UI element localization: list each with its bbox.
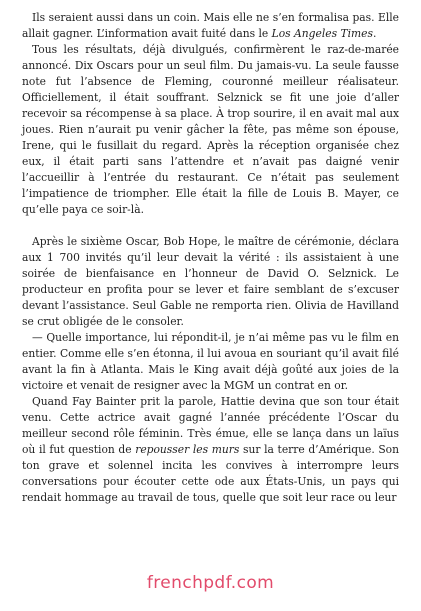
paragraph-5 bbox=[22, 394, 399, 506]
paragraph-5-text-a: Quand Fay Bainter prit la parole, Hattie devina que son tour était venu. Cette actrice avait gagné l’année précédente l’Oscar du meilleur second rôle féminin. Très émue, elle se lança dans un laïus où il fut question de bbox=[22, 395, 399, 456]
watermark-text: frenchpdf.com bbox=[146, 573, 275, 593]
paragraph-1-text-b: . bbox=[372, 27, 377, 40]
paragraph-1 bbox=[22, 10, 399, 42]
page-body bbox=[22, 10, 399, 506]
paragraph-1-text-a: Ils seraient aussi dans un coin. Mais elle ne s’en formalisa pas. Elle allait gagner. L’information avait fuité dans le bbox=[22, 11, 399, 40]
paragraph-3: Après le sixième Oscar, Bob Hope, le maître de cérémonie, déclara aux 1 700 invités qu’il leur devait la vérité : ils assistaient à une soirée de bienfaisance en l’honneur de David O. Selznick. Le producteur en profita pour se lever et faire semblant de s’excuser devant l’assistance. Seul Gable ne remporta rien. Olivia de Havilland se crut obligée de le consoler. bbox=[22, 235, 399, 328]
paragraph-2: Tous les résultats, déjà divulgués, confirmèrent le raz-de-marée annoncé. Dix Oscars pour un seul film. Du jamais-vu. La seule fausse note fut l’absence de Fleming, couronné meilleur réalisateur. Officiellement, il était souffrant. Selznick se fit une joie d’aller recevoir sa récompense à sa place. À trop sourire, il en avait mal aux joues. Rien n’aurait pu venir gâcher la fête, pas même son épouse, Irene, qui le fusillait du regard. Après la réception organisée chez eux, il était parti sans l’attendre et n’avait pas daigné venir l’accueillir à l’entrée du restaurant. Ce n’était pas seulement l’impatience de triompher. Elle était la fille de Louis B. Mayer, ce qu’elle paya ce soir-là. bbox=[22, 43, 399, 216]
quoted-phrase: repousser les murs bbox=[135, 443, 240, 456]
paragraph-4: — Quelle importance, lui répondit-il, je n’ai même pas vu le film en entier. Comme elle s’en étonna, il lui avoua en souriant qu’il avait filé avant la fin à Atlanta. Mais le King avait déjà goûté aux joies de la victoire et venait de resigner avec la MGM un contrat en or. bbox=[22, 331, 399, 392]
newspaper-title: Los Angeles Times bbox=[271, 27, 373, 40]
paragraph-5-text-b: sur la terre d’Amérique. Son ton grave et solennel incita les convives à interrompre leurs conversations pour écouter cette ode aux États-Unis, un pays qui rendait hommage au travail de tous, quelle que soit leur race ou leur bbox=[22, 443, 399, 504]
